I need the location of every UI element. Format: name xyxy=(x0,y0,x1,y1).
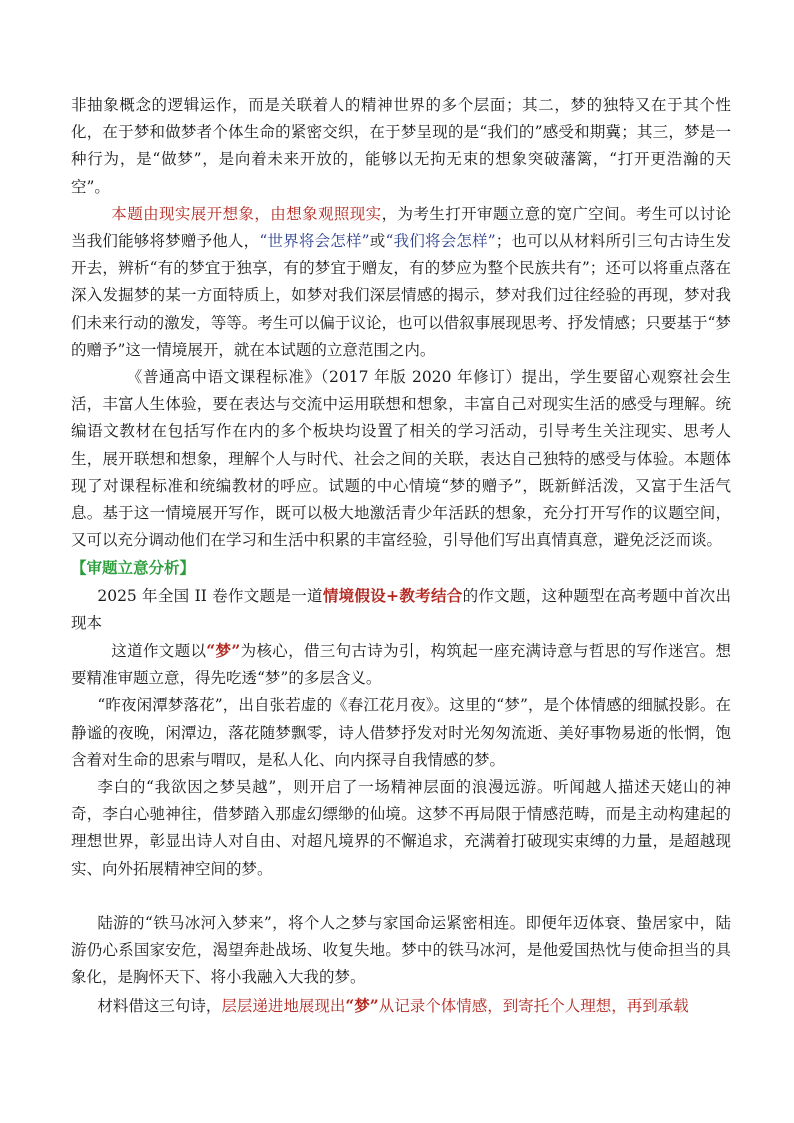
section-heading: 【审题立意分析】 xyxy=(71,558,196,578)
highlight-exam-type: 情境假设+教考结合 xyxy=(322,585,463,605)
paragraph-dream-features: 非抽象概念的逻辑运作，而是关联着人的精神世界的多个层面；其二，梦的独特又在于其个性化，在于梦和做梦者个体生命的紧密交织，在于梦呈现的是“我们的”感受和期冀；其三，梦是一种行为，是“做梦”，是向着未来开放的，能够以无拘无束的想象突破藩篱，“打开更浩瀚的天空”。 xyxy=(71,96,731,196)
text-segment: 材料借这三句诗， xyxy=(97,996,222,1015)
text-segment: 或 xyxy=(369,232,386,251)
blank-line xyxy=(71,883,731,910)
paragraph-exam-type xyxy=(71,582,731,637)
text-segment: 为核心，借三句古诗为引，构筑起一座充满诗意与哲思的写作迷宫。想要精准审题立意，得先吃透“梦”的多层含义。 xyxy=(71,642,731,688)
paragraph-topic-intent xyxy=(71,201,731,364)
text-segment: 这道作文题以 xyxy=(111,642,207,661)
highlight-us-phrase: “我们将会怎样” xyxy=(385,232,496,251)
paragraph-conclusion xyxy=(71,992,731,1020)
paragraph-curriculum-standard: 《普通高中语文课程标准》（2017 年版 2020 年修订）提出，学生要留心观察社会生活，丰富人生体验，要在表达与交流中运用联想和想象，丰富自己对现实生活的感受与理解。统编语文教材在包括写作在内的多个板块均设置了相关的学习活动，引导考生关注现实、思考人生，展开联想和想象，理解个人与时代、社会之间的关联，表达自己独特的感受与体验。本题体现了对课程标准和统编教材的呼应。试题的中心情境“梦的赠予”，既新鲜活泼，又富于生活气息。基于这一情境展开写作，既可以极大地激活青少年活跃的想象，充分打开写作的议题空间，又可以充分调动他们在学习和生活中积累的丰富经验，引导他们写出真情真意，避免泛泛而谈。 xyxy=(71,368,731,550)
paragraph-li-bai: 李白的“我欲因之梦吴越”，则开启了一场精神层面的浪漫远游。听闻越人描述天姥山的神奇，李白心驰神往，借梦踏入那虚幻缥缈的仙境。这梦不再局限于情感范畴，而是主动构建起的理想世界，彰显出诗人对自由、对超凡境界的不懈追求，充满着打破现实束缚的力量，是超越现实、向外拓展精神空间的梦。 xyxy=(71,778,731,878)
highlight-progression: 层层递进地展现出 xyxy=(221,996,346,1015)
highlight-dream-word: “梦” xyxy=(206,641,241,661)
paragraph-zhang-ruoxu: “昨夜闲潭梦落花”，出自张若虚的《春江花月夜》。这里的“梦”，是个体情感的细腻投影。在静谧的夜晚，闲潭边，落花随梦飘零，诗人借梦抒发对时光匆匆流逝、美好事物易逝的怅惘，饱含着对生命的思索与喟叹，是私人化、向内探寻自我情感的梦。 xyxy=(71,696,731,769)
text-segment: ，为考生打开审题立意的宽广空间。考生可以讨论当我们能够将梦赠予他人， xyxy=(71,204,731,251)
document-body xyxy=(71,92,731,1020)
text-segment: 的作文题，这种题型在高考题中首次出现本 xyxy=(71,586,731,632)
highlight-progression-2: 从记录个体情感，到寄托个人理想，再到承载 xyxy=(378,996,689,1015)
highlight-dream-word-2: “梦” xyxy=(345,995,379,1015)
paragraph-dream-core xyxy=(71,637,731,692)
highlight-world-phrase: “世界将会怎样” xyxy=(259,232,370,251)
paragraph-lu-you: 陆游的“铁马冰河入梦来”，将个人之梦与家国命运紧密相连。即便年迈体衰、蛰居家中，陆游仍心系国家安危，渴望奔赴战场、收复失地。梦中的铁马冰河，是他爱国热忱与使命担当的具象化，是胸怀天下、将小我融入大我的梦。 xyxy=(71,913,731,987)
text-segment: ；也可以从材料所引三句古诗生发开去，辨析“有的梦宜于独享，有的梦宜于赠友，有的梦应为整个民族共有”；还可以将重点落在深入发掘梦的某一方面特质上，如梦对我们深层情感的揭示，梦对我们过往经验的再现，梦对我们未来行动的激发，等等。考生可以偏于议论，也可以借叙事展现思考、抒发情感；只要基于“梦的赠予”这一情境展开，就在本试题的立意范围之内。 xyxy=(71,232,731,359)
text-segment: 2025 年全国 II 卷作文题是一道 xyxy=(97,586,323,605)
highlight-reality-imagination: 本题由现实展开想象，由想象观照现实 xyxy=(111,204,382,223)
